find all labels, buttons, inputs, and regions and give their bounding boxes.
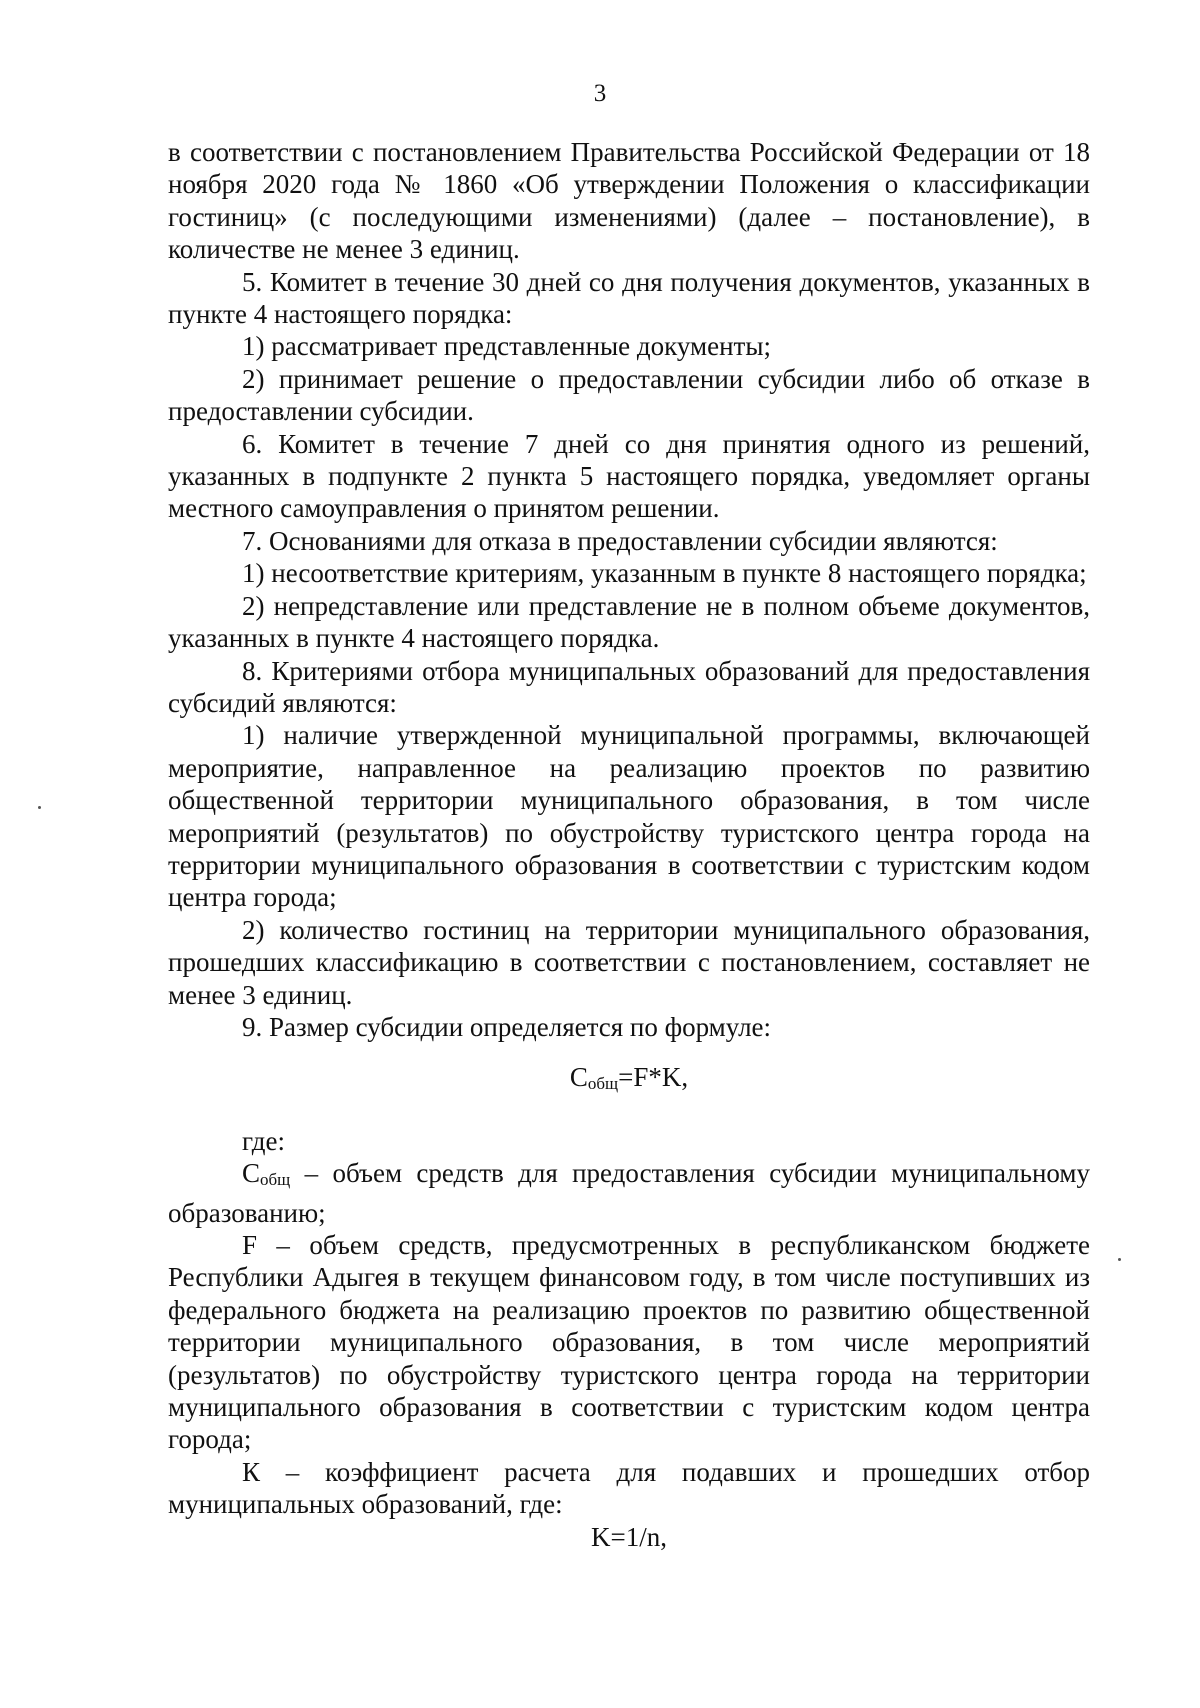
definition-c-text: – объем средств для предоставления субсидии муниципальному образованию;	[168, 1158, 1090, 1228]
paragraph: 5. Комитет в течение 30 дней со дня получения документов, указанных в пункте 4 настоящего порядка:	[168, 266, 1090, 330]
formula-rhs: =F*K,	[618, 1062, 689, 1093]
paragraph: 8. Критериями отбора муниципальных образований для предоставления субсидий являются:	[168, 655, 1090, 718]
formula-symbol: C	[569, 1062, 588, 1093]
paragraph: 2) принимает решение о предоставлении субсидии либо об отказе в предоставлении субсидии.	[168, 363, 1090, 427]
paragraph: в соответствии с постановлением Правительства Российской Федерации от 18 ноября 2020 года № 1860 «Об утверждении Положения о классификации гостиниц» (с последующими изменениями) (далее – постановление), в количестве не менее 3 единиц.	[168, 137, 1090, 265]
paragraph: 2) количество гостиниц на территории муниципального образования, прошедших классификацию в соответствии с постановлением, составляет не менее 3 единиц.	[168, 914, 1090, 1010]
paragraph: 7. Основаниями для отказа в предоставлении субсидии являются:	[242, 525, 998, 556]
paragraph: 9. Размер субсидии определяется по формуле:	[242, 1011, 772, 1042]
definition-c-subscript: общ	[260, 1170, 291, 1190]
paragraph: 1) несоответствие критериям, указанным в пункте 8 настоящего порядка;	[242, 558, 1087, 589]
document-body	[168, 136, 1090, 1553]
formula-k: K=1/n,	[591, 1521, 667, 1552]
paragraph: 6. Комитет в течение 7 дней со дня принятия одного из решений, указанных в подпункте 2 пункта 5 настоящего порядка, уведомляет органы местного самоуправления о принятом решении.	[168, 428, 1090, 524]
formula-total	[168, 1061, 1090, 1100]
paragraph: 1) наличие утвержденной муниципальной программы, включающей мероприятие, направленное на реализацию проектов по развитию общественной территории муниципального образования, в том числе мероприятий (результатов) по обустройству туристского центра города на территории муниципального образования в соответствии с туристским кодом центра города;	[168, 720, 1090, 913]
definition-k: К – коэффициент расчета для подавших и прошедших отбор муниципальных образований, где:	[168, 1456, 1090, 1520]
definition-c-symbol: С	[242, 1158, 261, 1189]
definition-f: F – объем средств, предусмотренных в республиканском бюджете Республики Адыгея в текущем финансовом году, в том числе поступивших из федерального бюджета на реализацию проектов по развитию общественной территории муниципального образования, в том числе мероприятий (результатов) по обустройству туристского центра города на территории муниципального образования в соответствии с туристским кодом центра города;	[168, 1230, 1090, 1455]
paragraph: 2) непредставление или представление не в полном объеме документов, указанных в пункте 4 настоящего порядка.	[168, 590, 1090, 654]
paragraph: 1) рассматривает представленные документы;	[242, 331, 771, 362]
formula-subscript: общ	[587, 1074, 619, 1094]
scan-speck	[1118, 1258, 1121, 1261]
page-number: 3	[593, 80, 607, 107]
definition-c	[168, 1157, 1090, 1229]
scan-speck	[38, 806, 41, 809]
where-label: где:	[242, 1125, 285, 1156]
